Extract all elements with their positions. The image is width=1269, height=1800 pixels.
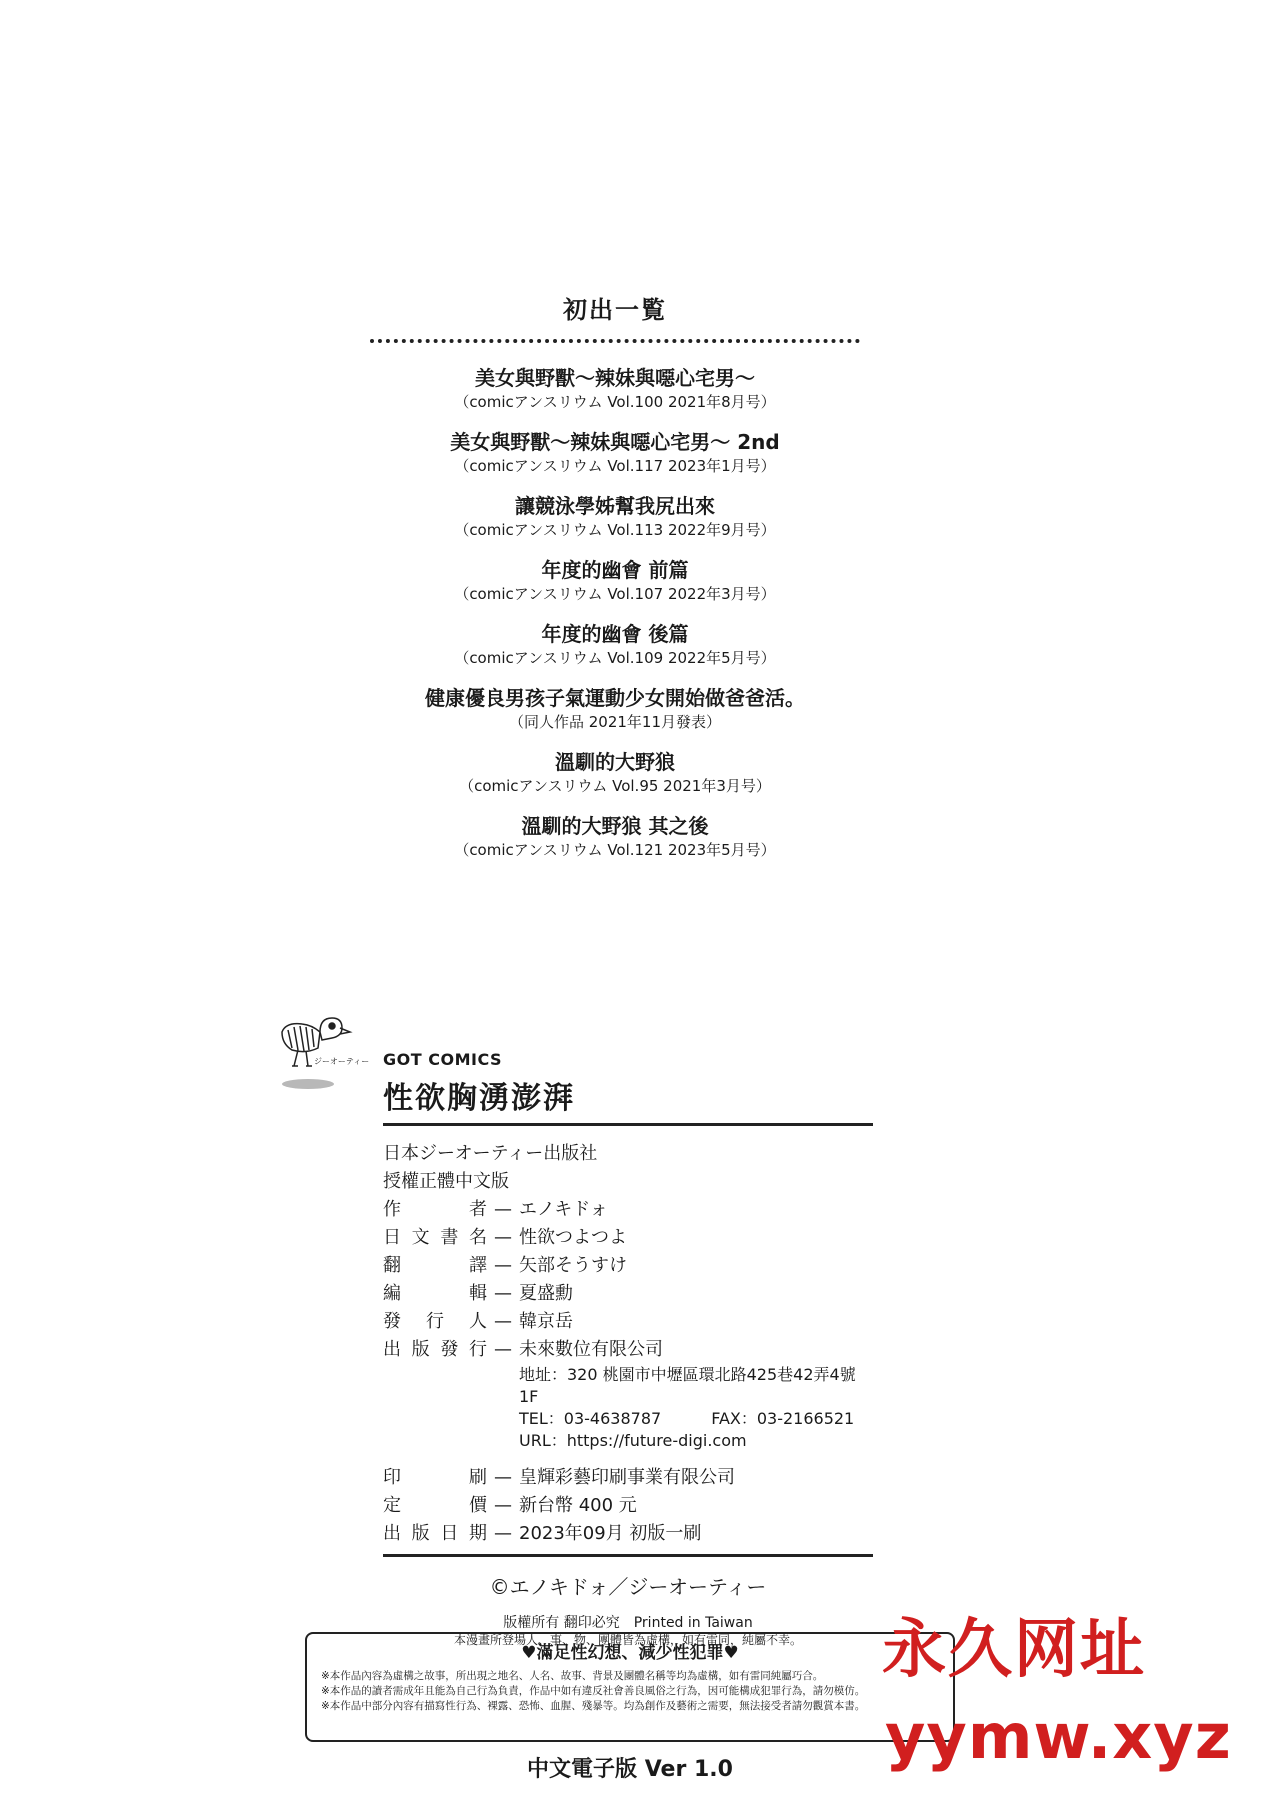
entry-title: 美女與野獸～辣妹與噁心宅男～ bbox=[475, 366, 755, 390]
entry-source: （同人作品 2021年11月發表） bbox=[508, 713, 722, 731]
divider bbox=[383, 1554, 873, 1557]
entry-title: 讓競泳學姊幫我尻出來 bbox=[515, 494, 715, 518]
credit-dash: — bbox=[494, 1339, 512, 1360]
credit-value: 韓京岳 bbox=[519, 1311, 573, 1332]
list-item bbox=[370, 365, 860, 413]
publisher-logo bbox=[276, 1010, 376, 1090]
credit-dash: — bbox=[494, 1227, 512, 1248]
website-url: URL：https://future-digi.com bbox=[519, 1431, 747, 1450]
colophon bbox=[383, 1050, 873, 1648]
credit-label: 發行人 bbox=[383, 1311, 487, 1332]
entry-source: （comicアンスリウム Vol.113 2022年9月号） bbox=[454, 521, 776, 539]
address: 地址：320 桃園市中壢區環北路425巷42弄4號1F bbox=[519, 1365, 856, 1406]
credit-dash: — bbox=[494, 1283, 512, 1304]
notice-title: ♥滿足性幻想、減少性犯罪♥ bbox=[521, 1643, 739, 1663]
entry-source: （comicアンスリウム Vol.95 2021年3月号） bbox=[459, 777, 771, 795]
watermark-url: yymw.xyz bbox=[885, 1700, 1232, 1773]
series-label: GOT COMICS bbox=[383, 1050, 502, 1069]
credit-value: 未來數位有限公司 bbox=[519, 1339, 663, 1360]
credit-value: 夏盛勳 bbox=[519, 1283, 573, 1304]
publisher-address-block bbox=[519, 1364, 873, 1452]
fiction-disclaimer: 本漫畫所登場人、事、物、團體皆為虛構，如有雷同，純屬不幸。 bbox=[453, 1633, 802, 1647]
notice-box bbox=[305, 1632, 955, 1742]
entry-title: 年度的幽會 後篇 bbox=[541, 622, 689, 646]
logo-text: ジーオーティー bbox=[314, 1057, 370, 1066]
entry-title: 美女與野獸～辣妹與噁心宅男～ 2nd bbox=[450, 430, 780, 454]
credit-value: 矢部そうすけ bbox=[519, 1255, 627, 1276]
credit-label: 日文書名 bbox=[383, 1227, 487, 1248]
list-item bbox=[370, 429, 860, 477]
watermark-label: 永久网址 bbox=[882, 1613, 1146, 1687]
list-item bbox=[370, 813, 860, 861]
print-label: 印刷 bbox=[383, 1467, 487, 1488]
credit-label: 翻譯 bbox=[383, 1255, 487, 1276]
print-value: 新台幣 400 元 bbox=[519, 1495, 637, 1516]
first-appearance-heading: 初出一覧 bbox=[563, 296, 667, 324]
credit-row bbox=[383, 1336, 873, 1364]
print-dash: — bbox=[494, 1495, 512, 1516]
entry-title: 溫馴的大野狼 bbox=[555, 750, 675, 774]
fax: FAX：03-2166521 bbox=[711, 1409, 855, 1428]
list-item bbox=[370, 493, 860, 541]
print-value: 皇輝彩藝印刷事業有限公司 bbox=[519, 1467, 735, 1488]
credit-label: 作者 bbox=[383, 1199, 487, 1220]
book-title: 性欲胸湧澎湃 bbox=[383, 1081, 575, 1116]
list-item bbox=[370, 621, 860, 669]
license-line: 授權正體中文版 bbox=[383, 1171, 509, 1192]
print-row bbox=[383, 1520, 873, 1548]
credit-dash: — bbox=[494, 1199, 512, 1220]
print-label: 定價 bbox=[383, 1495, 487, 1516]
print-row bbox=[383, 1492, 873, 1520]
print-value: 2023年09月 初版一刷 bbox=[519, 1523, 702, 1544]
print-dash: — bbox=[494, 1523, 512, 1544]
entry-source: （comicアンスリウム Vol.100 2021年8月号） bbox=[454, 393, 776, 411]
credit-dash: — bbox=[494, 1311, 512, 1332]
entry-title: 健康優良男孩子氣運動少女開始做爸爸活。 bbox=[425, 686, 805, 710]
printed-in: Printed in Taiwan bbox=[633, 1615, 753, 1631]
credit-value: 性欲つよつよ bbox=[519, 1227, 627, 1248]
credit-row bbox=[383, 1252, 873, 1280]
dotted-divider bbox=[370, 339, 860, 343]
entry-source: （comicアンスリウム Vol.117 2023年1月号） bbox=[454, 457, 776, 475]
notice-line: ※本作品中部分內容有描寫性行為、裸露、恐怖、血腥、殘暴等。均為創作及藝術之需要，無法接受者請勿觀賞本書。 bbox=[321, 1700, 866, 1712]
print-label: 出版日期 bbox=[383, 1523, 487, 1544]
entry-title: 年度的幽會 前篇 bbox=[541, 558, 689, 582]
license-line: 日本ジーオーティー出版社 bbox=[383, 1143, 598, 1164]
credit-value: エノキドォ bbox=[519, 1199, 608, 1220]
credit-label: 出版發行 bbox=[383, 1339, 487, 1360]
rights-line bbox=[383, 1614, 873, 1632]
entry-title: 溫馴的大野狼 其之後 bbox=[521, 814, 709, 838]
license-block bbox=[383, 1140, 873, 1196]
list-item bbox=[370, 749, 860, 797]
credit-row bbox=[383, 1280, 873, 1308]
phone-fax-line bbox=[519, 1408, 873, 1430]
credit-row bbox=[383, 1308, 873, 1336]
notice-line: ※本作品內容為虛構之故事，所出現之地名、人名、故事、背景及團體名稱等均為虛構，如有雷同純屬巧合。 bbox=[321, 1670, 824, 1682]
edition-label: 中文電子版 Ver 1.0 bbox=[527, 1757, 733, 1782]
entry-source: （comicアンスリウム Vol.109 2022年5月号） bbox=[454, 649, 776, 667]
credit-label: 編輯 bbox=[383, 1283, 487, 1304]
phone: TEL：03-4638787 bbox=[519, 1409, 662, 1428]
list-item bbox=[370, 685, 860, 733]
print-row bbox=[383, 1464, 873, 1492]
list-item bbox=[370, 557, 860, 605]
divider bbox=[383, 1123, 873, 1126]
credit-row bbox=[383, 1196, 873, 1224]
notice-line: ※本作品的讀者需成年且能為自己行為負責，作品中如有違反社會善良風俗之行為，因可能構成犯罪行為，請勿模仿。 bbox=[321, 1685, 866, 1697]
entry-source: （comicアンスリウム Vol.121 2023年5月号） bbox=[454, 841, 776, 859]
print-dash: — bbox=[494, 1467, 512, 1488]
first-appearance-list bbox=[370, 290, 860, 877]
credit-dash: — bbox=[494, 1255, 512, 1276]
entry-source: （comicアンスリウム Vol.107 2022年3月号） bbox=[454, 585, 776, 603]
copyright-line: ©エノキドォ／ジーオーティー bbox=[489, 1575, 767, 1599]
credit-row bbox=[383, 1224, 873, 1252]
rights-reserved: 版權所有 翻印必究 bbox=[503, 1615, 620, 1631]
